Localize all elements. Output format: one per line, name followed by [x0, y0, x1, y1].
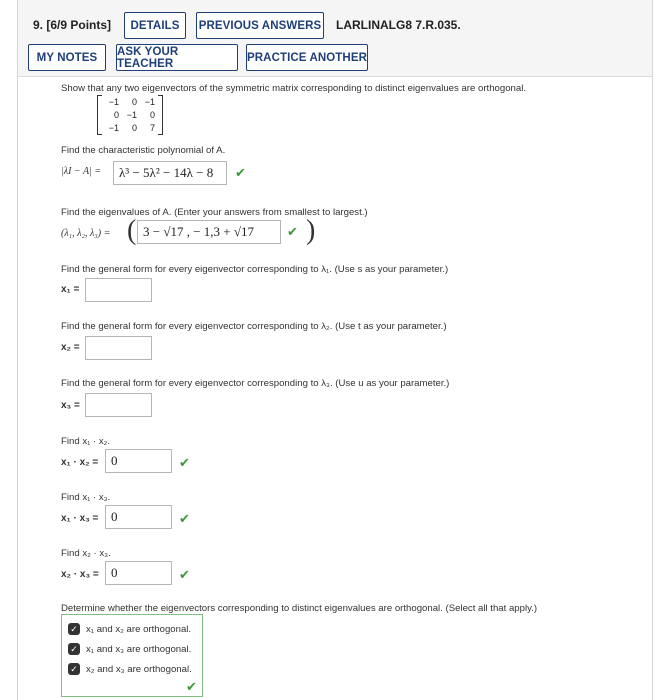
- eigenvalues-answer[interactable]: 3 − √17 , − 1,3 + √17: [137, 220, 281, 244]
- correct-check-icon: ✔: [186, 679, 197, 694]
- eigenvector-3-input[interactable]: [85, 393, 152, 417]
- checkbox-checked-icon[interactable]: ✓: [68, 643, 80, 655]
- my-notes-button[interactable]: MY NOTES: [28, 44, 106, 71]
- option-x1-x2[interactable]: ✓ x₁ and x₂ are orthogonal.: [68, 622, 191, 636]
- option-x2-x3[interactable]: ✓ x₂ and x₃ are orthogonal.: [68, 662, 192, 676]
- dot-23-prompt: Find x₂ · x₃.: [61, 548, 111, 559]
- dot-23-label: x₂ · x₃ =: [61, 569, 99, 580]
- correct-check-icon: ✔: [179, 455, 190, 470]
- eigenvector-3-prompt: Find the general form for every eigenvector corresponding to λ₃. (Use u as your parameter.): [61, 378, 450, 389]
- eigenvector-2-prompt: Find the general form for every eigenvector corresponding to λ₂. (Use t as your parameter.): [61, 321, 447, 332]
- dot-13-prompt: Find x₁ · x₃.: [61, 492, 111, 503]
- dot-23-input[interactable]: 0: [105, 561, 172, 585]
- dot-12-prompt: Find x₁ · x₂.: [61, 436, 111, 447]
- eigenvector-2-label: x₂ =: [61, 342, 80, 353]
- details-button[interactable]: DETAILS: [124, 12, 186, 39]
- dot-12-label: x₁ · x₂ =: [61, 457, 99, 468]
- problem-statement: Show that any two eigenvectors of the symmetric matrix corresponding to distinct eigenvalues are orthogonal.: [61, 83, 527, 94]
- question-number-points: 9. [6/9 Points]: [33, 18, 112, 32]
- problem-id: LARLINALG8 7.R.035.: [336, 18, 461, 32]
- eigenvector-2-input[interactable]: [85, 336, 152, 360]
- orthogonality-prompt: Determine whether the eigenvectors corresponding to distinct eigenvalues are orthogonal. (Select all that apply.): [61, 603, 538, 614]
- dot-13-input[interactable]: 0: [105, 505, 172, 529]
- eigenvector-1-prompt: Find the general form for every eigenvector corresponding to λ₁. (Use s as your parameter.): [61, 264, 449, 275]
- practice-another-button[interactable]: PRACTICE ANOTHER: [246, 44, 368, 71]
- eigenvalues-label: (λ₁, λ₂, λ₃) =: [61, 228, 111, 239]
- correct-check-icon: ✔: [235, 165, 246, 180]
- eigenvector-1-input[interactable]: [85, 278, 152, 302]
- checkbox-checked-icon[interactable]: ✓: [68, 663, 80, 675]
- matrix-cell: −1: [108, 123, 119, 133]
- matrix-cell: 0: [149, 110, 155, 120]
- left-paren: (: [127, 215, 137, 246]
- previous-answers-button[interactable]: PREVIOUS ANSWERS: [196, 12, 324, 39]
- matrix-cell: −1: [144, 97, 155, 107]
- option-x1-x3[interactable]: ✓ x₁ and x₃ are orthogonal.: [68, 642, 191, 656]
- eigenvector-3-label: x₃ =: [61, 400, 80, 411]
- ask-your-teacher-button[interactable]: ASK YOUR TEACHER: [116, 44, 238, 71]
- matrix-cell: 7: [149, 123, 155, 133]
- correct-check-icon: ✔: [179, 567, 190, 582]
- checkbox-checked-icon[interactable]: ✓: [68, 623, 80, 635]
- eigenvalues-prompt: Find the eigenvalues of A. (Enter your answers from smallest to largest.): [61, 207, 368, 218]
- question-panel: [17, 0, 653, 700]
- right-paren: ): [306, 215, 316, 246]
- matrix-cell: 0: [113, 110, 119, 120]
- matrix-cell: −1: [108, 97, 119, 107]
- char-poly-prompt: Find the characteristic polynomial of A.: [61, 145, 226, 156]
- orthogonality-options: [61, 614, 203, 697]
- eigenvector-1-label: x₁ =: [61, 284, 80, 295]
- symmetric-matrix: [97, 95, 163, 135]
- dot-12-input[interactable]: 0: [105, 449, 172, 473]
- char-poly-label: |λI − A| =: [61, 166, 102, 177]
- matrix-cell: 0: [131, 123, 137, 133]
- matrix-cell: 0: [131, 97, 137, 107]
- correct-check-icon: ✔: [179, 511, 190, 526]
- question-header: [18, 0, 652, 77]
- char-poly-answer[interactable]: λ³ − 5λ² − 14λ − 8: [113, 161, 227, 185]
- matrix-cell: −1: [126, 110, 137, 120]
- dot-13-label: x₁ · x₃ =: [61, 513, 99, 524]
- correct-check-icon: ✔: [287, 224, 298, 239]
